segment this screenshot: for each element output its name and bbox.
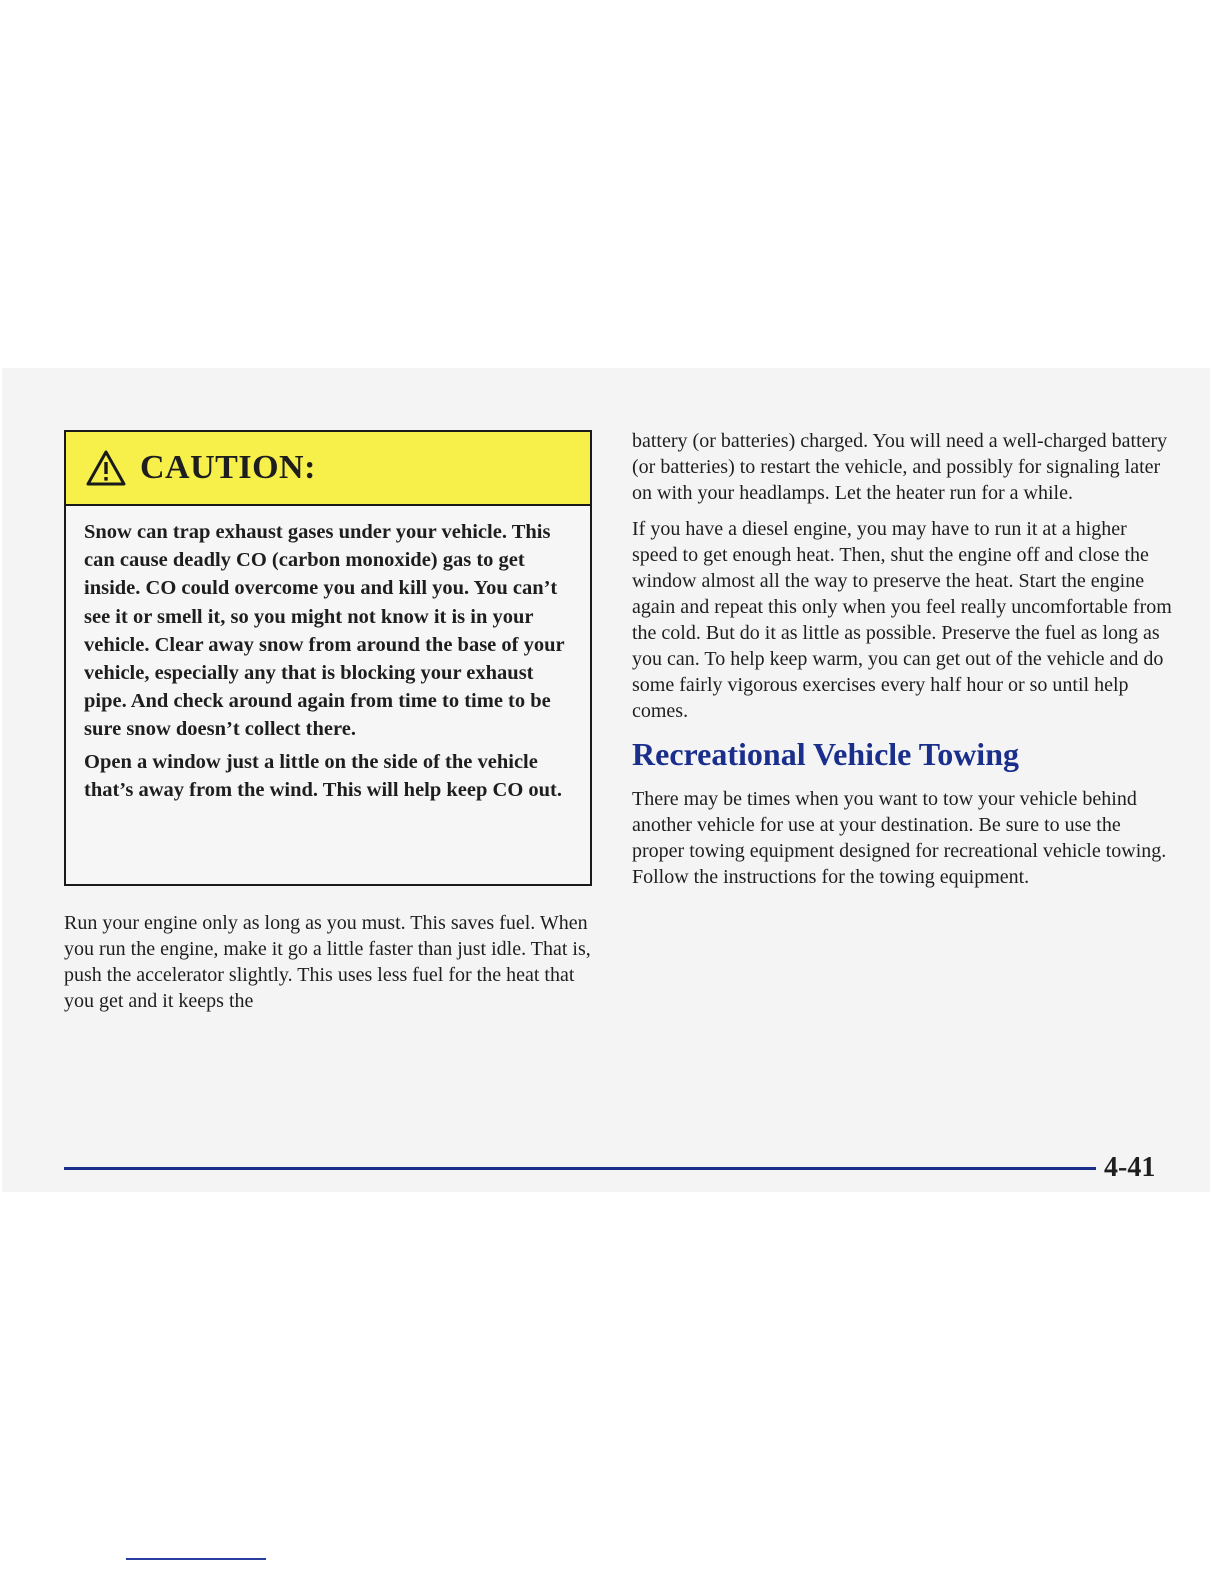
left-column <box>64 910 592 1014</box>
caution-paragraph: Snow can trap exhaust gases under your vehicle. This can cause deadly CO (carbon monoxide) gas to get inside. CO could overcome you and kill you. You can’t see it or smell it, so you might not know it is in your vehicle. Clear away snow from around the base of your vehicle, especially any that is blocking your exhaust pipe. And check around again from time to time to be sure snow doesn’t collect there. <box>84 521 565 741</box>
body-paragraph: Run your engine only as long as you must. This saves fuel. When you run the engine, make it go a little faster than just idle. That is, push the accelerator slightly. This uses less fuel for the heat that you get and it keeps the <box>64 912 591 1012</box>
caution-body <box>66 506 590 804</box>
footer-rule <box>64 1167 1096 1170</box>
body-paragraph: If you have a diesel engine, you may have to run it at a higher speed to get enough heat. Then, shut the engine off and close the window almost all the way to preserve the heat. Start the engine again and repeat this only when you feel really uncomfortable from the cold. But do it as little as possible. Preserve the fuel as long as you can. To help keep warm, you can get out of the vehicle and do some fairly vigorous exercises every half hour or so until help comes. <box>632 518 1172 722</box>
section-title: Recreational Vehicle Towing <box>632 736 1019 772</box>
caution-title: CAUTION: <box>140 449 316 486</box>
right-column <box>632 428 1172 900</box>
caution-box <box>64 430 592 886</box>
body-paragraph: There may be times when you want to tow your vehicle behind another vehicle for use at your destination. Be sure to use the proper towing equipment designed for recreational vehicle towing. Follow the instructions for the towing equipment. <box>632 788 1167 888</box>
body-paragraph: battery (or batteries) charged. You will need a well-charged battery (or batteries) to restart the vehicle, and possibly for signaling later on with your headlamps. Let the heater run for a while. <box>632 430 1168 504</box>
caution-header <box>66 432 590 506</box>
bottom-rule <box>126 1558 266 1560</box>
warning-triangle-icon <box>86 450 126 486</box>
caution-paragraph: Open a window just a little on the side of the vehicle that’s away from the wind. This will help keep CO out. <box>84 750 563 801</box>
page-number: 4-41 <box>1104 1152 1156 1183</box>
